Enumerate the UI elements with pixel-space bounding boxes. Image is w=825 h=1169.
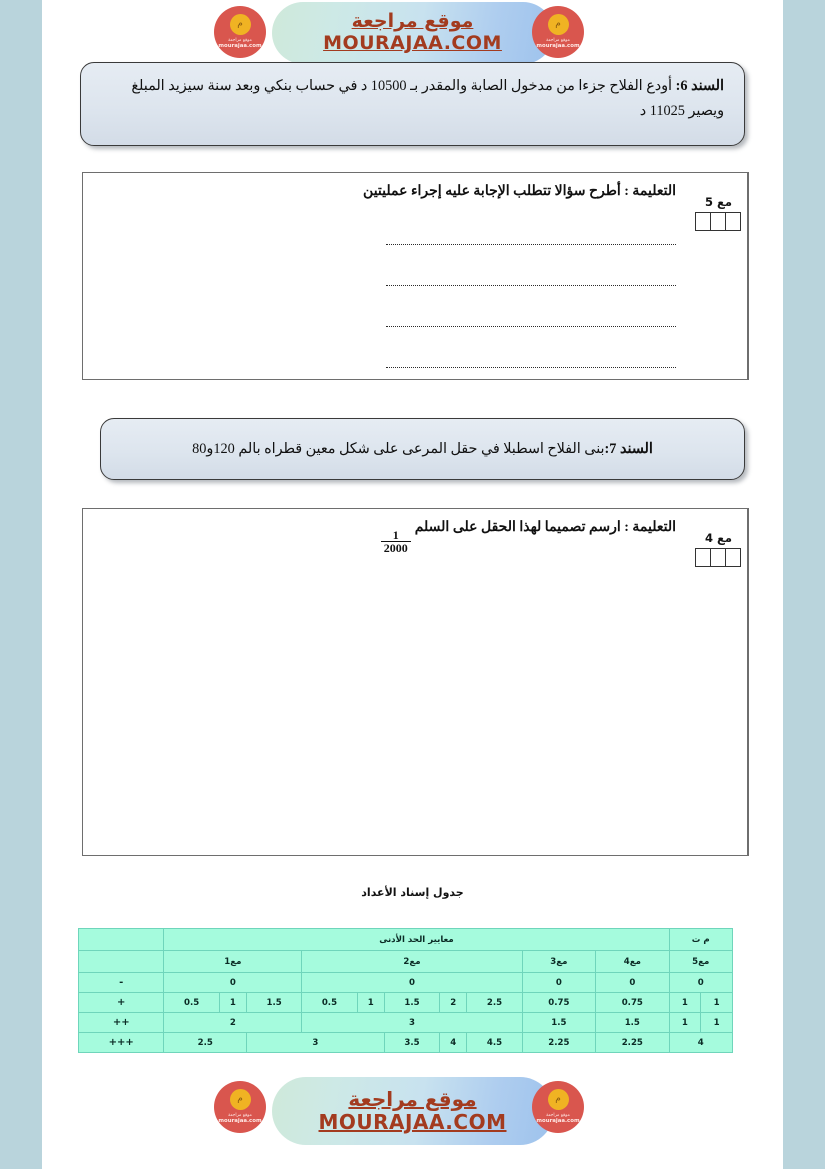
logo-disc-glyph-footer-right: م bbox=[548, 1089, 569, 1110]
logo-caption-url-left: mourajaa.com bbox=[218, 43, 262, 50]
table-cell: 0.5 bbox=[164, 993, 219, 1013]
table-cell: 0 bbox=[669, 973, 732, 993]
task-2-body bbox=[83, 509, 690, 855]
table-cell: 1.5 bbox=[596, 1013, 669, 1033]
task-2-label: التعليمة : bbox=[624, 520, 676, 535]
table-cell-sign: ++ bbox=[79, 1013, 164, 1033]
task-1-body bbox=[83, 173, 690, 379]
table-cell: 1 bbox=[219, 993, 246, 1013]
table-cell: 1 bbox=[669, 1013, 701, 1033]
table-cell: 3 bbox=[302, 1013, 522, 1033]
task-1-heading bbox=[97, 181, 676, 202]
table-cell: 3.5 bbox=[384, 1033, 439, 1053]
table-cell-sign: - bbox=[79, 973, 164, 993]
grading-table bbox=[78, 928, 733, 1053]
logo-disc-glyph-footer-left: م bbox=[230, 1089, 251, 1110]
fraction-numerator: 1 bbox=[392, 527, 399, 542]
worksheet-page bbox=[42, 0, 783, 1169]
score-cell[interactable] bbox=[710, 548, 726, 567]
header-branding bbox=[42, 0, 783, 70]
support-box-6 bbox=[80, 62, 745, 146]
logo-caption-left bbox=[218, 38, 261, 50]
brand-logo-icon-right-footer bbox=[532, 1081, 584, 1133]
task-2-score-label: مع 4 bbox=[705, 531, 732, 545]
brand-website-url: MOURAJAA.COM bbox=[323, 32, 502, 54]
table-row bbox=[79, 973, 733, 993]
criteria-col-4: مع4 bbox=[596, 951, 669, 973]
brand-arabic-title: موقع مراجعة bbox=[351, 10, 474, 33]
logo-caption-arabic-left: موقع مراجعة bbox=[228, 37, 252, 43]
table-cell: 1 bbox=[701, 1013, 733, 1033]
task-1-score-label: مع 5 bbox=[705, 195, 732, 209]
criteria-col-3: مع3 bbox=[522, 951, 595, 973]
table-cell: 2.5 bbox=[164, 1033, 247, 1053]
header-criteria: معايير الحد الأدنى bbox=[164, 929, 669, 951]
criteria-col-1: مع1 bbox=[164, 951, 302, 973]
logo-caption-arabic-right: موقع مراجعة bbox=[546, 37, 570, 43]
task-1-text: أطرح سؤالا تتطلب الإجابة عليه إجراء عمليتين bbox=[363, 184, 621, 199]
table-cell: 3 bbox=[247, 1033, 385, 1053]
table-cell: 2 bbox=[440, 993, 467, 1013]
brand-logo-icon-left-footer bbox=[214, 1081, 266, 1133]
support-6-label: السند 6: bbox=[675, 78, 724, 94]
answer-line[interactable] bbox=[386, 222, 676, 245]
task-1-answer-area[interactable] bbox=[97, 222, 676, 368]
table-cell: 0.75 bbox=[522, 993, 595, 1013]
table-row bbox=[79, 993, 733, 1013]
score-cell[interactable] bbox=[725, 212, 741, 231]
score-cell[interactable] bbox=[725, 548, 741, 567]
answer-line[interactable] bbox=[386, 263, 676, 286]
table-cell: 2.25 bbox=[522, 1033, 595, 1053]
table-cell: 0 bbox=[302, 973, 522, 993]
brand-arabic-title-footer: موقع مراجعة bbox=[348, 1087, 477, 1111]
support-7-line bbox=[192, 437, 653, 462]
table-cell: 1 bbox=[357, 993, 384, 1013]
table-cell: 4 bbox=[669, 1033, 732, 1053]
table-cell: 4 bbox=[440, 1033, 467, 1053]
task-frame-2 bbox=[82, 508, 749, 856]
criteria-col-2: مع2 bbox=[302, 951, 522, 973]
scale-fraction bbox=[381, 529, 411, 556]
task-2-drawing-area[interactable] bbox=[97, 556, 676, 806]
table-cell: 0.5 bbox=[302, 993, 357, 1013]
table-cell: 0 bbox=[522, 973, 595, 993]
logo-caption-url-right: mourajaa.com bbox=[536, 43, 580, 50]
table-row-criteria bbox=[79, 951, 733, 973]
table-cell-sign: + bbox=[79, 993, 164, 1013]
table-cell-sign: +++ bbox=[79, 1033, 164, 1053]
logo-caption-arabic-right-footer: موقع مراجعة bbox=[546, 1112, 570, 1118]
grading-table-title: جدول إسناد الأعداد bbox=[361, 886, 464, 899]
table-cell: 4.5 bbox=[467, 1033, 522, 1053]
header-corner-blank bbox=[79, 929, 164, 951]
score-cell[interactable] bbox=[695, 548, 711, 567]
table-row-header-top bbox=[79, 929, 733, 951]
task-2-heading bbox=[97, 517, 676, 556]
logo-disc-glyph-right: م bbox=[548, 14, 569, 35]
table-cell: 2 bbox=[164, 1013, 302, 1033]
logo-disc-glyph: م bbox=[230, 14, 251, 35]
table-cell: 2.25 bbox=[596, 1033, 669, 1053]
logo-caption-right bbox=[536, 38, 579, 50]
score-cell[interactable] bbox=[710, 212, 726, 231]
answer-line[interactable] bbox=[386, 304, 676, 327]
criteria-corner-blank bbox=[79, 951, 164, 973]
table-row bbox=[79, 1033, 733, 1053]
task-1-score-cells[interactable] bbox=[696, 212, 740, 231]
score-cell[interactable] bbox=[695, 212, 711, 231]
table-cell: 1.5 bbox=[247, 993, 302, 1013]
brand-website-url-footer: MOURAJAA.COM bbox=[318, 1110, 507, 1134]
table-cell: 1 bbox=[701, 993, 733, 1013]
fraction-denominator: 2000 bbox=[381, 541, 411, 556]
task-1-score-box bbox=[690, 173, 748, 379]
brand-logo-icon-left bbox=[214, 6, 266, 58]
table-row bbox=[79, 1013, 733, 1033]
logo-caption-url-right-footer: mourajaa.com bbox=[536, 1118, 580, 1125]
grading-table-body bbox=[79, 929, 733, 1053]
support-6-text: أودع الفلاح جزءا من مدخول الصابة والمقدر بـ 10500 د في حساب بنكي وبعد سنة سيزيد المبلغ ويصير 11025 د bbox=[131, 78, 724, 120]
task-2-score-cells[interactable] bbox=[696, 548, 740, 567]
logo-caption-right-footer bbox=[536, 1113, 579, 1125]
answer-line[interactable] bbox=[386, 345, 676, 368]
task-2-text: ارسم تصميما لهذا الحقل على السلم bbox=[414, 520, 621, 535]
table-cell: 0.75 bbox=[596, 993, 669, 1013]
brand-pill-top bbox=[272, 2, 554, 64]
logo-caption-url-left-footer: mourajaa.com bbox=[218, 1118, 262, 1125]
support-7-label: السند 7: bbox=[604, 440, 653, 457]
support-box-7 bbox=[100, 418, 745, 480]
table-cell: 1 bbox=[669, 993, 701, 1013]
table-cell: 2.5 bbox=[467, 993, 522, 1013]
task-1-label: التعليمة : bbox=[624, 184, 676, 199]
criteria-col-5: مع5 bbox=[669, 951, 732, 973]
logo-caption-arabic-left-footer: موقع مراجعة bbox=[228, 1112, 252, 1118]
footer-branding bbox=[42, 1065, 783, 1157]
table-cell: 1.5 bbox=[384, 993, 439, 1013]
table-cell: 1.5 bbox=[522, 1013, 595, 1033]
table-cell: 0 bbox=[164, 973, 302, 993]
logo-caption-left-footer bbox=[218, 1113, 261, 1125]
support-7-text: بنى الفلاح اسطبلا في حقل المرعى على شكل معين قطراه بالم 120و80 bbox=[192, 440, 605, 457]
task-2-score-box bbox=[690, 509, 748, 855]
brand-logo-icon-right bbox=[532, 6, 584, 58]
table-cell: 0 bbox=[596, 973, 669, 993]
header-mt: م ت bbox=[669, 929, 732, 951]
task-frame-1 bbox=[82, 172, 749, 380]
brand-pill-bottom bbox=[272, 1077, 554, 1145]
